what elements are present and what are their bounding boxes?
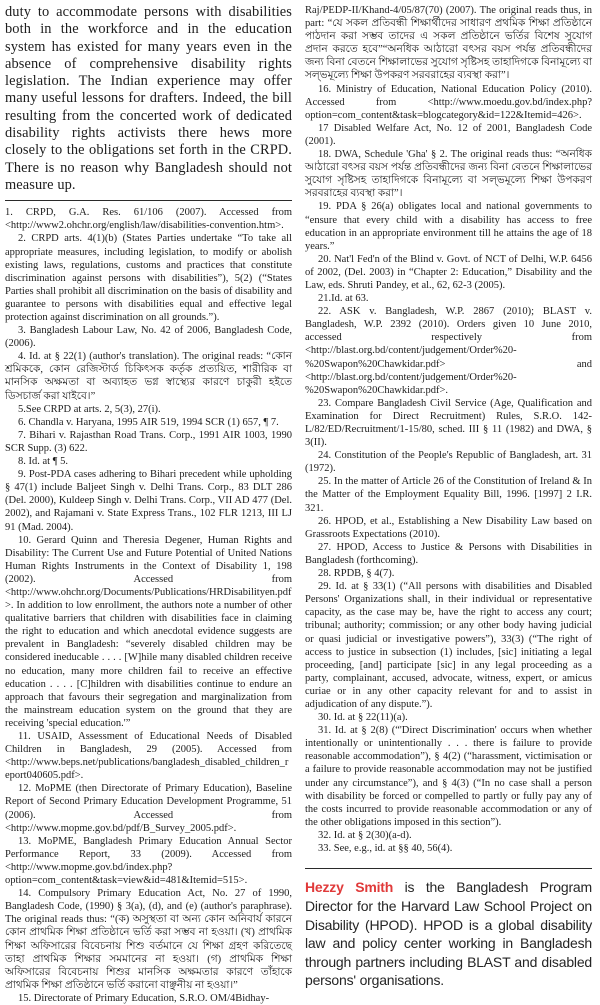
footnote-12: 12. MoPME (then Directorate of Primary Education), Baseline Report of Second Primary Education Development Programme, 51 (2006). Accessed from <http://www.mopme.gov.bd/pdf/B_Survey_2005.pdf>. bbox=[5, 783, 292, 834]
footnote-25: 25. In the matter of Article 26 of the Constitution of Ireland & In the Matter of the Employment Equality Bill, 1996. [1997] 2 I.R. 321. bbox=[305, 476, 592, 514]
footnote-5: 5.See CRPD at arts. 2, 5(3), 27(i). bbox=[18, 403, 161, 415]
footnote-21: 21.Id. at 63. bbox=[318, 293, 369, 305]
right-column bbox=[305, 4, 592, 992]
footnote-11: 11. USAID, Assessment of Educational Needs of Disabled Children in Bangladesh, 29 (2005). Accessed from <http://www.beps.net/publications/bangladesh_disabled_children_report040605.pdf>. bbox=[5, 731, 292, 782]
footnote-15: 15. Directorate of Primary Education, S.R.O. OM/4Bidhay- bbox=[18, 992, 270, 1004]
footnote-32: 32. Id. at § 2(30)(a-d). bbox=[318, 829, 412, 841]
footnote-18: 18. DWA, Schedule 'Gha' § 2. The original reads thus: “অনধিক আঠারো বৎসর বয়স পর্যন্ত প্রতিবন্ধীদের জন্য বিনা বেতনে শিক্ষালাভের সুযোগ সৃষ্টিসহ তাহাদিগকে বিনামূল্যে বা সল্ভমূল্যে শিক্ষা উপকরণ সরবরাহের ব্যবস্থা করা”। bbox=[305, 149, 592, 200]
footnote-10: 10. Gerard Quinn and Theresia Degener, Human Rights and Disability: The Current Use and Future Potential of United Nations Human Rights Instruments in the Context of Disability 1, 198 (2002). Accessed from <http://www.ohchr.org/Documents/Publications/HRDisabilityen.pdf>. In addition to low enrollment, the authors note a number of other qualitative barriers that children with disabilities face in claiming the right to education and which anecdotal evidence suggests are prevalent in Bangladesh: “severely disabled children may be considered ineducable . . . . [W]hile many disabled children receive no education, many more children fail to receive an effective education . . . . [C]hildren with disabilities continue to endure an approach that favours their segregation and marginalization from the mainstream education system on the ground that they are receiving 'special education.'” bbox=[5, 534, 292, 729]
footnote-1: 1. CRPD, G.A. Res. 61/106 (2007). Accessed from <http://www2.ohchr.org/english/law/disabilities-convention.htm>. bbox=[5, 207, 292, 232]
footnote-16: 16. Ministry of Education, National Education Policy (2010). Accessed from <http://www.moedu.gov.bd/index.php?option=com_content&task=blogcategory&id=122&Itemid=426>. bbox=[305, 83, 592, 121]
footnote-28: 28. RPDB, § 4(7). bbox=[318, 568, 395, 580]
footnote-20: 20. Nat'l Fed'n of the Blind v. Govt. of NCT of Delhi, W.P. 6456 of 2002, (Del. 2003) in “Chapter 2: Education,” Disability and the Law, eds. Shruti Pandey, et al., 62, 62-3 (2005). bbox=[305, 253, 592, 291]
footnote-7: 7. Bihari v. Rajasthan Road Trans. Corp., 1991 AIR 1003, 1990 SCR Supp. (3) 622. bbox=[5, 429, 292, 454]
body-text-paragraph: duty to accommodate persons with disabilities both in the workforce and in the education system has existed for many years even in the absence of comprehensive disability rights legislation. The Indian experience may offer many useful lessons for drafters. Indeed, the bill resulting from the concerted work of dedicated disability rights activists there hews more closely to the obligations set forth in the CRPD. There is no reason why Bangladesh should not measure up. bbox=[5, 4, 292, 193]
footnote-24: 24. Constitution of the People's Republic of Bangladesh, art. 31 (1972). bbox=[305, 450, 592, 475]
left-column bbox=[5, 4, 292, 1004]
author-bio bbox=[305, 878, 592, 990]
footnote-6: 6. Chandla v. Haryana, 1995 AIR 519, 1994 SCR (1) 657, ¶ 7. bbox=[18, 416, 279, 428]
footnote-3: 3. Bangladesh Labour Law, No. 42 of 2006, Bangladesh Code, (2006). bbox=[5, 325, 292, 350]
footnote-27: 27. HPOD, Access to Justice & Persons with Disabilities in Bangladesh (forthcoming). bbox=[305, 541, 592, 566]
footnote-8: 8. Id. at ¶ 5. bbox=[18, 456, 68, 468]
author-bio-text: is the Bangladesh Program Director for the Harvard Law School Project on Disability (HPOD). HPOD is a global disability law and policy center working in Bangladesh through partners including BLAST and disabled persons' organisations. bbox=[305, 879, 592, 989]
footnote-33: 33. See, e.g., id. at §§ 40, 56(4). bbox=[318, 843, 453, 854]
footnote-15-continuation: Raj/PEDP-II/Khand-4/05/87(70) (2007). The original reads thus, in part: “যে সকল প্রতিবন্ধী শিক্ষার্থীদের সাধারণ প্রথমিক শিক্ষা প্রতিষ্ঠানে পাঠদান করা সম্ভব তাদের এ সকল প্রতিষ্ঠানে ভর্তির বিশেষ সুযোগ প্রদান করতে হবে”“অনধিক আঠারো বৎসর বয়স পর্যন্ত প্রতিবন্ধীদের জন্য বিনা বেতনে শিক্ষালাভের সুযোগ সৃষ্টিসহ তাহাদিগকে বিনামূল্যে বা সল্ভমূল্যে শিক্ষা উপকরণ সরবরাহের ব্যবস্থা করা”। bbox=[305, 5, 592, 82]
footnote-2: 2. CRPD arts. 4(1)(b) (States Parties undertake “To take all appropriate measures, including legislation, to modify or abolish existing laws, regulations, customs and practices that constitute discrimination against persons with disabilities”), 5(2) (“States Parties shall prohibit all discrimination on the basis of disability and guarantee to persons with disabilities equal and effective legal protection against discrimination on all grounds.”). bbox=[5, 233, 292, 324]
footnote-19: 19. PDA § 26(a) obligates local and national governments to “ensure that every child with a disability has access to free education in an appropriate environment till he attains the age of 18 years.” bbox=[305, 201, 592, 252]
footnote-17: 17 Disabled Welfare Act, No. 12 of 2001, Bangladesh Code (2001). bbox=[305, 122, 592, 147]
footnote-14: 14. Compulsory Primary Education Act, No. 27 of 1990, Bangladesh Code, (1990) § 3(a), (d), and (e) (author's paraphrase). The original reads thus: “(ক) অসুস্থতা বা অন্য কোন অনিবার্য কারনে কোন প্রাথমিক শিক্ষা প্রতিষ্ঠানে ভর্তি করা সম্ভব না হওয়া। (খ) প্রাথমিক শিক্ষা অফিসারের বিবেচনায় শিশু বর্তমানে যে শিক্ষা গ্রহণ করিতেছে তাহা প্রাথমিক শিক্ষার সমমানের না হওয়া। (গ) প্রাথমিক শিক্ষা অফিসারের বিবেচনায় শিশুর মানসিক অক্ষমতার কারণে তাঁহাকে প্রাথমিক শিক্ষা প্রতিষ্ঠানে ভর্তি করানো বাঞ্ছনীয় না হওয়া।” bbox=[5, 888, 292, 991]
footnote-9: 9. Post-PDA cases adhering to Bihari precedent while upholding § 47(1) include Baljeet Singh v. Delhi Trans. Corp., 83 DLT 286 (Del. 2000), Kuldeep Singh v. Delhi Trans. Corp., VII AD 477 (Del. 2002), and Rajamani v. State Express Trans., 102 FLR 1213, III LJ 91 (Mad. 2004). bbox=[5, 469, 292, 533]
footnote-26: 26. HPOD, et al., Establishing a New Disability Law based on Grassroots Expectations (2010). bbox=[305, 515, 592, 540]
footnote-31: 31. Id. at § 2(8) (“'Direct Discrimination' occurs when whether intentionally or unintentionally . . . there is failure to provide reasonable accommodation”), § 4(2) (“harassment, victimisation or a failure to provide reasonable accommodation may not be justified under any circumstance”), and § 4(3) (“In no case shall a person with disability be forced or compelled to partly or fully pay any of the costs incurred to provide reasonable accommodation or any of the other obligations imposed in this section”). bbox=[305, 725, 592, 828]
author-name: Hezzy Smith bbox=[305, 879, 394, 896]
footnote-30: 30. Id. at § 22(11)(a). bbox=[318, 712, 408, 724]
footnote-22: 22. ASK v. Bangladesh, W.P. 2867 (2010); BLAST v. Bangladesh, W.P. 2392 (2010). Orders given 10 June 2010, accessed respectively from <http://blast.org.bd/content/judgement/Order%20-%20Swapon%20Chawkidar.pdf> and <http://blast.org.bd/content/judgement/Order%20-%20Swapon%20Chawkidar.pdf>. bbox=[305, 306, 592, 396]
bio-separator-rule bbox=[305, 868, 592, 869]
footnote-23: 23. Compare Bangladesh Civil Service (Age, Qualification and Examination for Direct Recruitment) Rules, S.R.O. 142-L/82/ED/Recruitment/1-15/80, sched. III § 11 (1982) and DWA, § 3(II). bbox=[305, 397, 592, 449]
footnote-list-left bbox=[5, 206, 292, 1005]
footnote-4: 4. Id. at § 22(1) (author's translation). The original reads: “কোন শ্রমিককে, কোন রেজিস্টার্ড চিকিৎসক কর্তৃক প্রত্যয়িত, শারীরিক বা মানসিক অক্ষমতা বা অব্যাহত ভগ্ন স্বাস্থ্যের কারণে চাকুরী হইতে ডিসচার্জ করা যাইবে।” bbox=[5, 351, 292, 402]
footnote-13: 13. MoPME, Bangladesh Primary Education Annual Sector Performance Report, 33 (2009). Accessed from <http://www.mopme.gov.bd/index.php?option=com_content&task=view&id=481&Itemid=515>. bbox=[5, 835, 292, 887]
footnote-list-right bbox=[305, 4, 592, 864]
footnote-separator-rule bbox=[5, 200, 292, 201]
footnote-29: 29. Id. at § 33(1) (“All persons with disabilities and Disabled Persons' Organizations shall, in their individual or representative capacity, as the case may be, have the right to access any court; tribunal; authority; commission; or any other body having judicial or quasi judicial or investigative powers”), 33(3) (“The right of access to justice in subsection (1) includes, [sic] initiating a legal proceeding, [and] participate [sic] in any legal proceeding as a party, complainant, accused, advocate, witness, expert, or amicus curiae or in any other capacity relevant for and to assist in adjudication of any dispute.”). bbox=[305, 581, 592, 710]
